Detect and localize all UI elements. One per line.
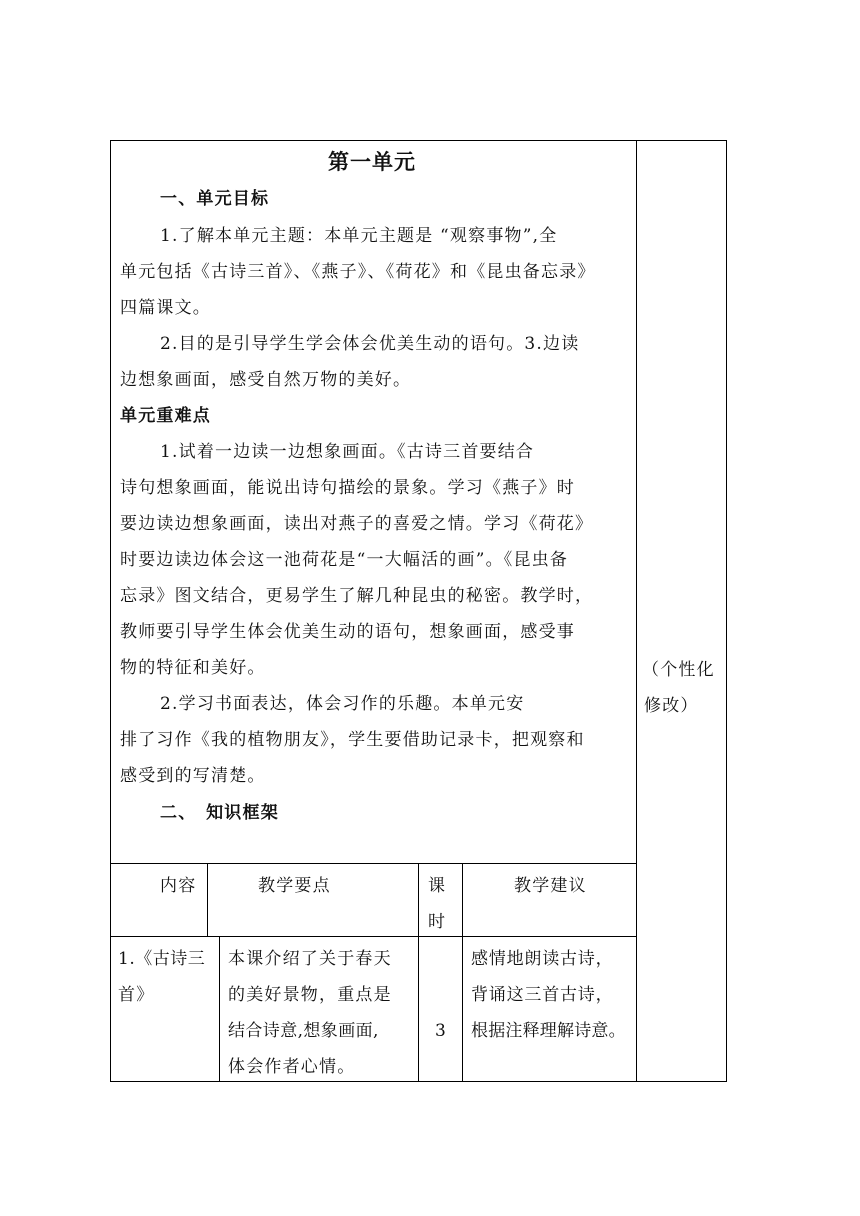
frame-divider — [636, 140, 637, 1082]
table-col2 — [418, 863, 419, 1081]
row1-suggestions-line2: 背诵这三首古诗， — [471, 985, 614, 1005]
key-point2-line2: 排了习作《我的植物朋友》，学生要借助记录卡，把观察和 — [120, 730, 585, 750]
row1-suggestions-line3: 根据注释理解诗意。 — [471, 1021, 626, 1041]
goal1-line1: 1.了解本单元主题：本单元主题是 “观察事物”,全 — [160, 226, 558, 246]
row1-key-points-line4: 体会作者心情。 — [228, 1057, 356, 1077]
key-point1-line6: 教师要引导学生体会优美生动的语句，想象画面，感受事 — [120, 622, 575, 642]
table-header-hours-2: 时 — [428, 912, 447, 932]
table-header-col1 — [207, 863, 208, 936]
row1-content-line1: 1.《古诗三 — [118, 949, 206, 969]
key-point1-line2: 诗句想象画面，能说出诗句描绘的景象。学习《燕子》时 — [120, 478, 575, 498]
row1-key-points-line2: 的美好景物，重点是 — [228, 985, 392, 1005]
row1-suggestions-line1: 感情地朗读古诗， — [471, 949, 614, 969]
section1-heading: 一、单元目标 — [160, 189, 270, 209]
table-header-bottom — [110, 936, 637, 937]
key-point2-line1: 2.学习书面表达，体会习作的乐趣。本单元安 — [160, 694, 525, 714]
section2-heading: 二、 知识框架 — [160, 803, 279, 823]
table-header-content: 内容 — [160, 876, 197, 896]
table-header-suggestions: 教学建议 — [514, 876, 587, 896]
table-col3 — [462, 863, 463, 1081]
row1-key-points-line1: 本课介绍了关于春天 — [228, 949, 392, 969]
key-point1-line7: 物的特征和美好。 — [120, 658, 266, 678]
frame-left-border — [110, 140, 111, 1082]
unit-title: 第一单元 — [328, 150, 416, 174]
row1-key-points-line3: 结合诗意,想象画面, — [228, 1021, 379, 1041]
table-row-col1 — [219, 936, 220, 1081]
table-header-hours-1: 课 — [428, 876, 447, 896]
table-header-key-points: 教学要点 — [258, 876, 331, 896]
key-point1-line4: 时要边读边体会这一池荷花是“一大幅活的画”。《昆虫备 — [120, 550, 569, 570]
goal1-line3: 四篇课文。 — [120, 298, 211, 318]
row1-hours: 3 — [435, 1021, 448, 1041]
row1-content-line2: 首》 — [118, 985, 155, 1005]
goal2-line1: 2.目的是引导学生学会体会优美生动的语句。3.边读 — [160, 334, 580, 354]
key-point1-line3: 要边读边想象画面，读出对燕子的喜爱之情。学习《荷花》 — [120, 514, 594, 534]
frame-right-border — [726, 140, 727, 1082]
key-points-heading: 单元重难点 — [120, 406, 211, 426]
side-note-line1: （个性化 — [642, 660, 715, 680]
table-header-top — [110, 863, 637, 864]
goal2-line2: 边想象画面，感受自然万物的美好。 — [120, 370, 412, 390]
key-point1-line5: 忘录》图文结合，更易学生了解几种昆虫的秘密。教学时， — [120, 586, 594, 606]
frame-top-border — [110, 140, 727, 141]
goal1-line2: 单元包括《古诗三首》、《燕子》、《荷花》和《昆虫备忘录》 — [120, 262, 596, 282]
frame-bottom-border — [110, 1081, 727, 1082]
key-point2-line3: 感受到的写清楚。 — [120, 766, 266, 786]
side-note-line2: 修改） — [644, 696, 699, 716]
key-point1-line1: 1.试着一边读一边想象画面。《古诗三首要结合 — [160, 442, 535, 462]
